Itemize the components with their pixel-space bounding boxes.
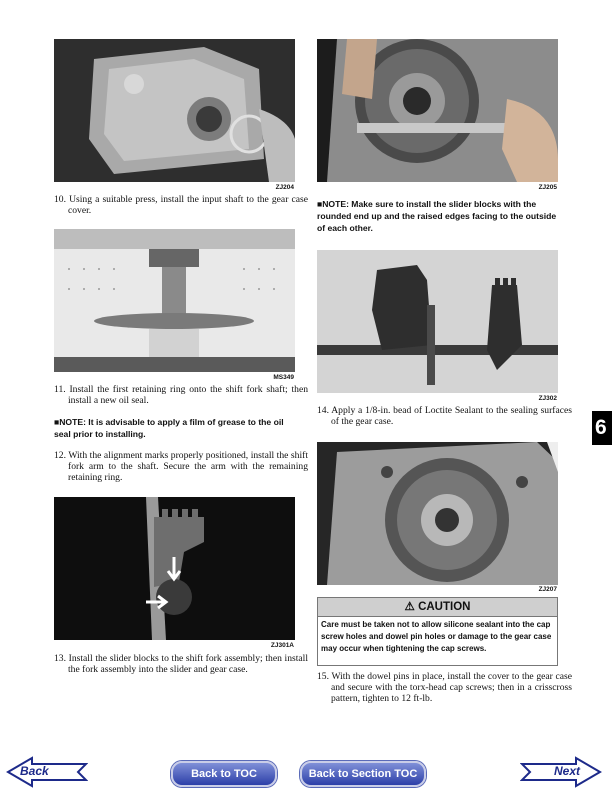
step-10: 10. Using a suitable press, install the input shaft to the gear case cover.: [54, 194, 308, 216]
figure-label-zj301a: ZJ301A: [270, 642, 294, 649]
note-slider-blocks: ■NOTE: Make sure to install the slider blocks with the rounded end up and the raised edges facing to the outside of each other.: [317, 199, 557, 233]
photo-shift-fork-assembly: [317, 250, 558, 393]
caution-title: CAUTION: [418, 601, 471, 613]
chapter-tab: 6: [592, 411, 612, 445]
step-15: 15. With the dowel pins in place, install the cover to the gear case and secure with the torx-head cap screws; then in a crisscross pattern, tighten to 12 ft-lb.: [317, 671, 572, 704]
figure-label-ms349: MS349: [273, 374, 294, 381]
back-label: Back: [20, 764, 49, 778]
figure-label-zj207: ZJ207: [538, 586, 557, 593]
step-12: 12. With the alignment marks properly positioned, install the shift fork arm to the shaft. Secure the arm with the remaining retaining ring.: [54, 450, 308, 483]
back-to-section-toc-button[interactable]: Back to Section TOC: [300, 761, 426, 787]
step-11: 11. Install the first retaining ring onto the shift fork shaft; then install a new oil seal.: [54, 384, 308, 406]
photo-slider-blocks: [317, 39, 558, 182]
figure-label-zj204: ZJ204: [275, 184, 294, 191]
photo-shift-fork-arm: [54, 497, 295, 640]
figure-label-zj302: ZJ302: [538, 395, 557, 402]
back-button[interactable]: [6, 754, 88, 790]
photo-press-input-shaft: [54, 229, 295, 372]
next-label: Next: [554, 764, 581, 778]
back-to-toc-button[interactable]: Back to TOC: [171, 761, 277, 787]
caution-header: [318, 598, 557, 617]
note-grease: ■NOTE: It is advisable to apply a film of grease to the oil seal prior to installing.: [54, 417, 284, 439]
figure-label-zj205: ZJ205: [538, 184, 557, 191]
step-13: 13. Install the slider blocks to the shift fork assembly; then install the fork assembly into the slider and gear case.: [54, 653, 308, 675]
photo-gear-case-cover: [54, 39, 295, 182]
photo-gear-case-sealant: [317, 442, 558, 585]
warning-icon: ⚠: [404, 601, 415, 613]
caution-text: Care must be taken not to allow silicone sealant into the cap screw holes and dowel pin holes or damage to the gear case may occur when tightening the cap screws.: [321, 620, 552, 653]
caution-box: [317, 597, 558, 666]
step-14: 14. Apply a 1/8-in. bead of Loctite Sealant to the sealing surfaces of the gear case.: [317, 405, 572, 427]
next-button[interactable]: [520, 754, 602, 790]
